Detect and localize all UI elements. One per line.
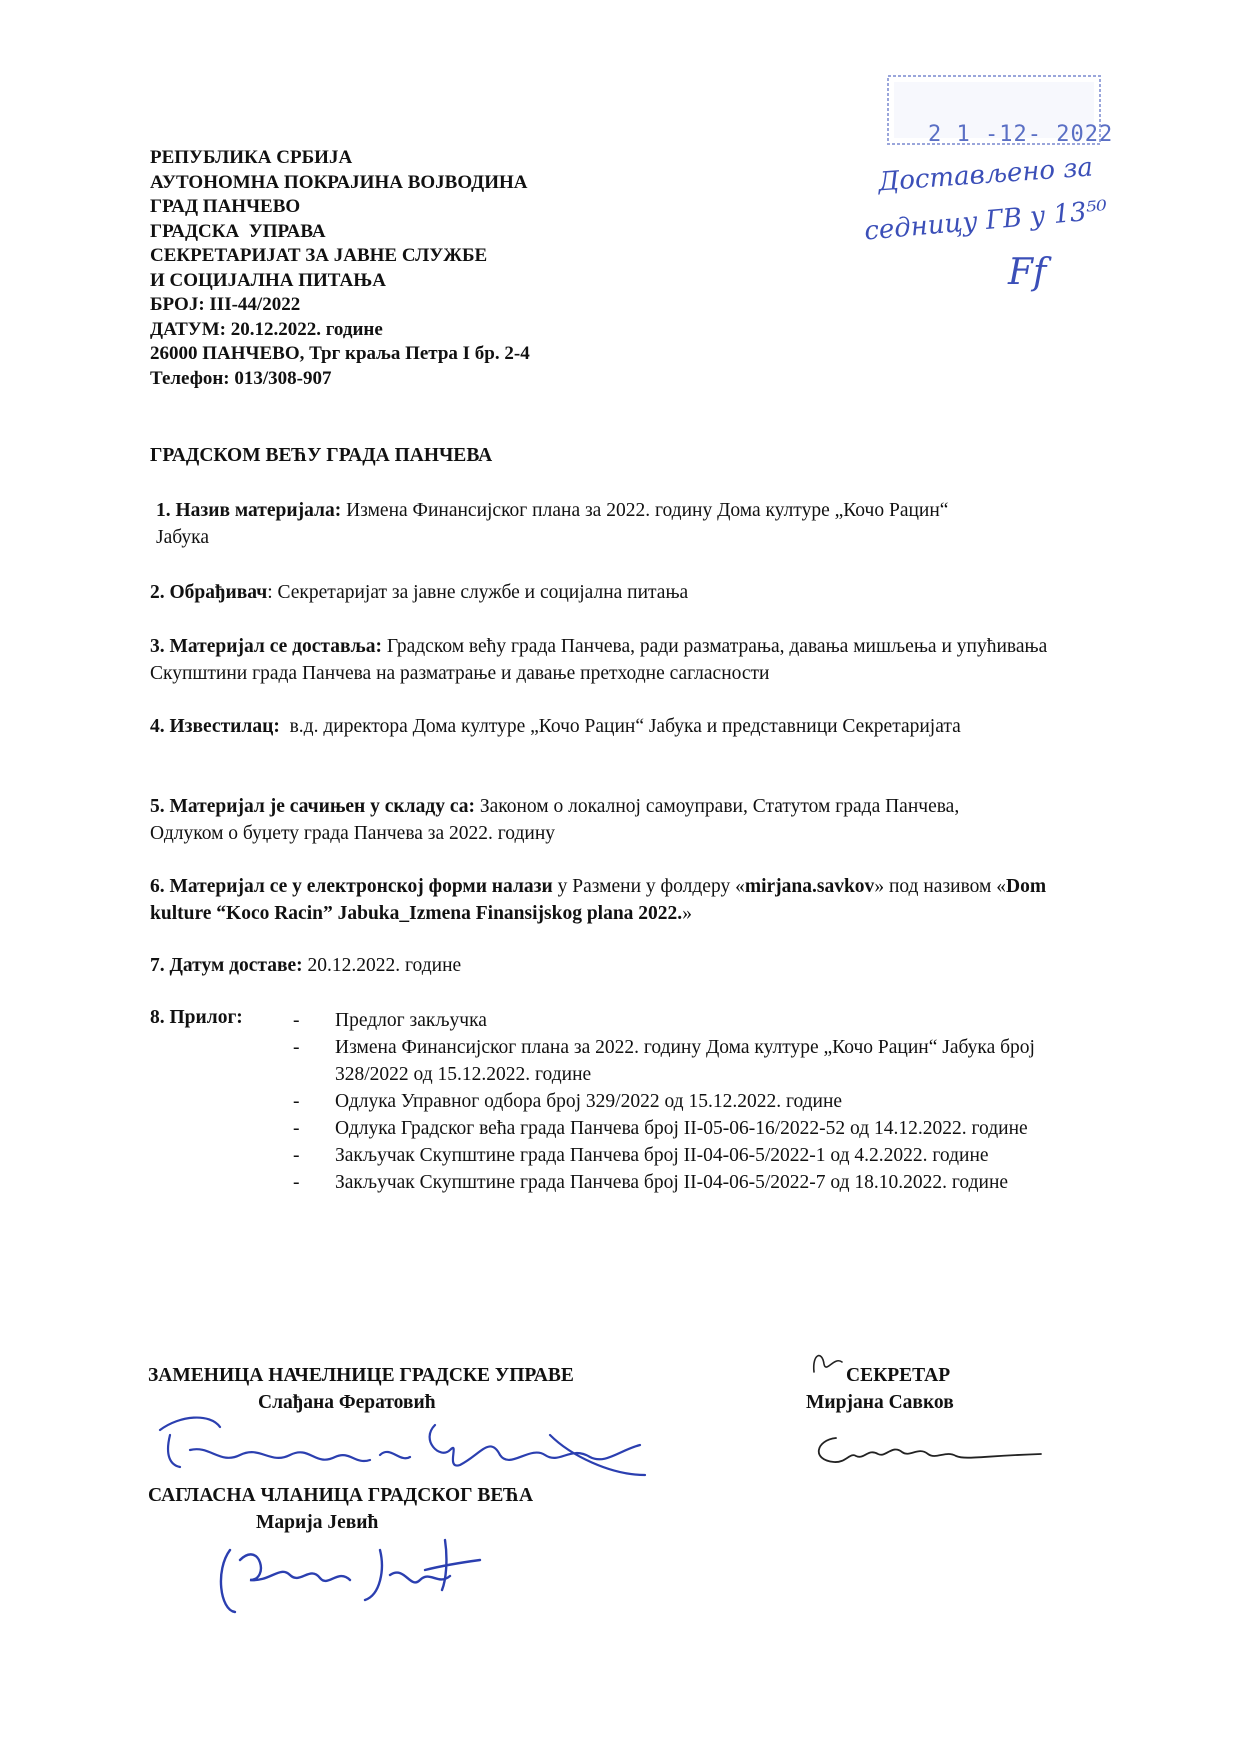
secretary-title: СЕКРЕТАР [846,1365,951,1386]
item-1 [156,497,1086,551]
secretary-initial-mark [808,1344,848,1385]
item-2 [150,579,1080,606]
attachment-bullet: - [293,1172,300,1193]
attachment-item [293,1007,1093,1034]
item-6-text-b: » под називом « [874,876,1007,897]
note-initials: Ff [1008,252,1047,293]
deputy-name: Слађана Фератовић [258,1392,436,1413]
header-secretariat: СЕКРЕТАРИЈАТ ЗА ЈАВНЕ СЛУЖБЕ [150,245,488,266]
header-city: ГРАД ПАНЧЕВО [150,196,301,217]
attachment-text: Одлука Градског већа града Панчева број II-05-06-16/2022-52 од 14.12.2022. године [335,1118,1028,1139]
attachments-label: 8. Прилог: [150,1007,243,1028]
item-7 [150,952,1080,979]
stamp-date: 2 1 -12- 2022 [928,122,1114,147]
attachment-bullet: - [293,1037,300,1058]
secretary-signature [806,1420,1046,1485]
item-3-label: 3. Материјал се доставља: [150,636,382,657]
item-6 [150,873,1080,927]
item-6-text-a: у Размени у фолдеру « [552,876,745,897]
item-5-text: Законом о локалној самоуправи, Статутом града Панчева, Одлуком о буџету града Панчева за 2022. годину [150,796,960,844]
item-6-filename: Dom kulture “Koco Racin” Jabuka_Izmena Finansijskog plana 2022. [150,876,1047,924]
attachment-item [293,1088,1093,1115]
item-4 [150,713,980,740]
attachment-text: Закључак Скупштине града Панчева број II-04-06-5/2022-1 од 4.2.2022. године [335,1145,989,1166]
attachments-list [293,1007,1093,1196]
attachment-text: Закључак Скупштине града Панчева број II-04-06-5/2022-7 од 18.10.2022. године [335,1172,1009,1193]
header-phone: Телефон: 013/308-907 [150,367,332,389]
header-number: БРОЈ: III-44/2022 [150,294,301,315]
attachment-bullet: - [293,1145,300,1166]
item-1-label: 1. Назив материјала: [156,500,342,521]
item-5 [150,793,1030,847]
header-republic: РЕПУБЛИКА СРБИЈА [150,147,353,168]
secretary-name: Мирјана Савков [806,1392,954,1413]
header-date: ДАТУМ: 20.12.2022. године [150,318,383,340]
attachment-text: Одлука Управног одбора број 329/2022 од 15.12.2022. године [335,1091,843,1112]
attachment-item [293,1115,1093,1142]
handwritten-signature-secretary [806,1420,1046,1480]
handwritten-signature-deputy [150,1405,650,1490]
attachment-item [293,1142,1093,1169]
header-province: АУТОНОМНА ПОКРАЈИНА ВОЈВОДИНА [150,171,528,193]
attachment-text: Предлог закључка [335,1010,487,1031]
header-address: 26000 ПАНЧЕВО, Трг краља Петра I бр. 2-4 [150,343,530,364]
item-4-label: 4. Известилац: [150,716,280,737]
deputy-signature [150,1405,650,1495]
header-administration: ГРАДСКА УПРАВА [150,220,326,242]
item-5-label: 5. Материјал је сачињен у складу са: [150,796,475,817]
attachment-bullet: - [293,1091,300,1112]
letterhead [150,146,530,391]
attachment-item [293,1169,1093,1196]
item-1-text-2: Јабука [156,527,210,548]
item-6-text-c: » [682,903,692,924]
council-member-signature [210,1520,490,1625]
item-2-label: 2. Обрађивач [150,582,268,603]
item-6-folder: mirjana.savkov [744,876,875,897]
attachment-bullet: - [293,1118,300,1139]
council-member-name: Марија Јевић [256,1512,379,1533]
header-secretariat-2: И СОЦИЈАЛНА ПИТАЊА [150,269,386,291]
item-2-text: : Секретаријат за јавне службе и социјална питања [267,582,689,603]
item-1-text: Измена Финансијског плана за 2022. годину Дома културе „Кочо Рацин“ [341,500,949,521]
addressee: ГРАДСКОМ ВЕЋУ ГРАДА ПАНЧЕВА [150,445,493,466]
deputy-title: ЗАМЕНИЦА НАЧЕЛНИЦЕ ГРАДСКЕ УПРАВЕ [148,1365,574,1386]
item-7-label: 7. Датум доставе: [150,955,303,976]
attachment-item [293,1034,1093,1088]
handwritten-signature-council [210,1520,490,1620]
council-member-title: САГЛАСНА ЧЛАНИЦА ГРАДСКОГ ВЕЋА [148,1485,534,1506]
note-line-2: седницу ГВ у 13⁵⁰ [863,195,1109,247]
item-3-text: Градском већу града Панчева, ради разматрања, давања мишљења и упућивања Скупштини града Панчева на разматрање и давање претходне сагласности [150,636,1048,684]
note-line-1: Достављено за [877,152,1094,198]
item-4-text: в.д. директора Дома културе „Кочо Рацин“ Јабука и представници Секретаријата [279,716,961,737]
item-7-text: 20.12.2022. године [302,955,462,976]
item-3 [150,633,1080,687]
attachment-text: Измена Финансијског плана за 2022. годину Дома културе „Кочо Рацин“ Јабука број 328/2022 од 15.12.2022. године [335,1037,1035,1085]
handwritten-initial-mark [808,1344,848,1380]
attachment-bullet: - [293,1010,300,1031]
handwritten-note [858,152,1109,300]
item-6-label: 6. Материјал се у електронској форми налази [150,876,553,897]
